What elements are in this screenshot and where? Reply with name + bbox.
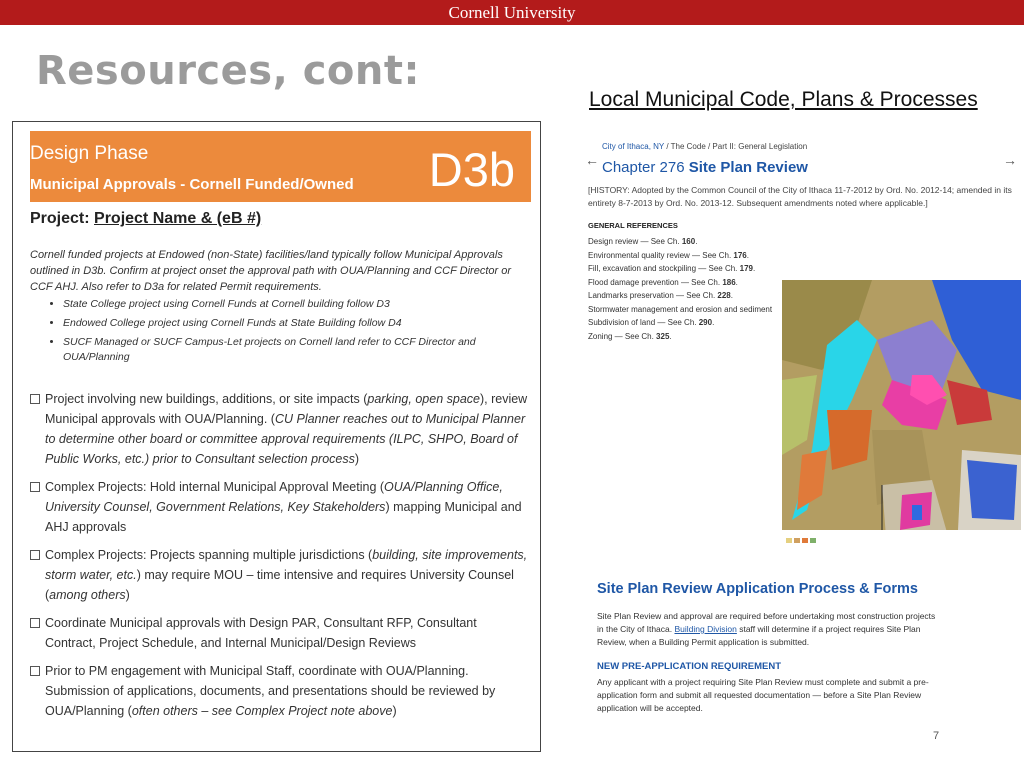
checklist-text: Complex Projects: Hold internal Municipal Approval Meeting (	[45, 480, 385, 494]
intro-paragraph: Cornell funded projects at Endowed (non-State) facilities/land typically follow Municipal Approvals outlined in D3b. Confirm at project onset the approval path with OUA/Planning and CCF Director or CCF AHJ. Also refer to D3a for related Permit requirements.	[30, 249, 511, 293]
bullet-list	[47, 297, 533, 369]
breadcrumb-rest: / The Code / Part II: General Legislation	[664, 142, 808, 151]
checklist-text: Project involving new buildings, additions, or site impacts (	[45, 392, 368, 406]
reference-text: Landmarks preservation — See Ch.	[588, 291, 718, 300]
reference-chapter[interactable]: 176	[733, 250, 747, 260]
reference-item: Environmental quality review — See Ch. 176.	[588, 250, 749, 260]
checklist-text: ), review Municipal approvals with OUA/Planning. (	[45, 392, 528, 426]
checkbox-icon[interactable]	[30, 482, 40, 492]
d3b-banner	[30, 131, 531, 202]
site-plan-review-title: Site Plan Review Application Process & Forms	[597, 581, 918, 597]
pre-application-text: Any applicant with a project requiring Site Plan Review must complete and submit a pre-application form and submit all requested documentation — before a Site Plan Review application will be accepted.	[597, 677, 929, 713]
site-plan-review-section	[597, 580, 942, 715]
reference-item: Flood damage prevention — See Ch. 186.	[588, 277, 738, 287]
project-name: Project Name & (eB #)	[94, 210, 262, 227]
banner-subtitle: Municipal Approvals - Cornell Funded/Owned	[30, 176, 354, 193]
checklist-text: )	[125, 588, 130, 602]
slide-title: Resources, cont:	[36, 48, 420, 94]
checklist-text: OUA/Planning Office, University Counsel, Government Relations, Key Stakeholders	[45, 480, 503, 514]
reference-item: Subdivision of land — See Ch. 290.	[588, 318, 715, 327]
checklist-item	[30, 613, 530, 653]
reference-text: Subdivision of land — See Ch.	[588, 318, 699, 327]
right-panel-title[interactable]: Local Municipal Code, Plans & Processes	[589, 88, 978, 111]
checklist-text: Prior to PM engagement with Municipal Staff, coordinate with OUA/Planning. Submission of applications, documents, and presentations should be reviewed by OUA/Planning (	[45, 664, 496, 718]
checkbox-icon[interactable]	[30, 666, 40, 676]
reference-chapter[interactable]: 160	[681, 237, 696, 246]
reference-chapter[interactable]: 290	[698, 318, 713, 327]
reference-chapter[interactable]: 228	[717, 291, 731, 300]
reference-chapter[interactable]: 325	[656, 331, 670, 341]
reference-item: Zoning — See Ch. 325.	[588, 331, 672, 341]
breadcrumb	[602, 142, 807, 151]
history-text: [HISTORY: Adopted by the Common Council of the City of Ithaca 11-7-2012 by Ord. No. 2012-14; amended in its entirety 8-7-2013 by Ord. No. 2013-12. Subsequent amendments noted where applicable.]	[588, 185, 1012, 208]
checklist-text: ) may require MOU – time intensive and requires University Counsel (	[45, 568, 514, 602]
bullet-item: • Endowed College project using Cornell Funds at State Building follow D4	[63, 316, 533, 331]
spr-text-after: staff will determine if a project requires Site Plan Review, when a Building Permit application is submitted.	[597, 624, 921, 647]
references-list	[588, 235, 772, 343]
checklist	[30, 389, 530, 729]
checkbox-icon[interactable]	[30, 618, 40, 628]
checklist-item	[30, 477, 530, 537]
reference-item: Design review — See Ch. 160.	[588, 237, 698, 246]
top-bar	[0, 0, 1024, 25]
zoning-map-graphic	[782, 280, 1021, 550]
reference-text: Stormwater management and erosion and sediment	[588, 304, 773, 314]
project-line	[30, 210, 261, 228]
checkbox-icon[interactable]	[30, 550, 40, 560]
checklist-text: ) mapping Municipal and AHJ approvals	[45, 500, 522, 534]
reference-item	[588, 303, 772, 317]
checklist-text: )	[392, 704, 397, 718]
reference-chapter[interactable]: 186	[722, 277, 736, 287]
university-name: Cornell University	[448, 3, 576, 22]
reference-text: Fill, excavation and stockpiling — See Ch.	[588, 264, 740, 273]
site-plan-review-text	[597, 610, 942, 649]
page-number: 7	[933, 730, 940, 742]
spr-text-before: Site Plan Review and approval are required before undertaking most construction projects in the City of Ithaca.	[597, 611, 936, 634]
checklist-text: )	[354, 452, 360, 466]
reference-item: Landmarks preservation — See Ch. 228.	[588, 291, 733, 300]
reference-text: Zoning — See Ch.	[588, 331, 657, 341]
reference-text: Design review — See Ch.	[588, 237, 682, 246]
breadcrumb-link[interactable]: City of Ithaca, NY	[602, 142, 665, 151]
bullet-item: • State College project using Cornell Funds at Cornell building follow D3	[63, 297, 533, 312]
reference-text: Flood damage prevention — See Ch.	[588, 277, 723, 287]
checklist-text: parking, open space	[367, 392, 480, 406]
checklist-item	[30, 389, 530, 469]
checklist-text: Coordinate Municipal approvals with Design PAR, Consultant RFP, Consultant Contract, Project Schedule, and Internal Municipal/Design Reviews	[45, 616, 477, 650]
banner-phase: Design Phase	[30, 143, 149, 164]
arrow-right-icon[interactable]: →	[1003, 152, 1017, 168]
checklist-text: often others – see Complex Project note above	[131, 704, 393, 718]
banner-code: D3b	[428, 143, 515, 196]
chapter-name: Site Plan Review	[688, 159, 808, 176]
design-phase-document	[12, 121, 541, 752]
building-division-link[interactable]: Building Division	[674, 624, 737, 634]
zoning-map	[782, 280, 1021, 550]
arrow-left-icon[interactable]: ←	[585, 152, 599, 168]
checklist-text: Complex Projects: Projects spanning multiple jurisdictions (	[45, 548, 373, 562]
checklist-item	[30, 545, 530, 605]
bullet-item: • SUCF Managed or SUCF Campus-Let projects on Cornell land refer to CCF Director and OUA/Planning	[63, 335, 533, 365]
pre-application-heading: NEW PRE-APPLICATION REQUIREMENT	[597, 661, 782, 672]
general-references-title: GENERAL REFERENCES	[588, 221, 678, 230]
project-label: Project:	[30, 210, 95, 227]
chapter-prefix: Chapter 276	[602, 159, 689, 176]
checklist-item	[30, 661, 530, 721]
reference-text: Environmental quality review — See Ch.	[588, 250, 734, 260]
municipal-code-page	[585, 140, 1021, 560]
reference-item: Fill, excavation and stockpiling — See Ch. 179.	[588, 264, 756, 273]
checklist-text: building, site improvements, storm water, etc.	[45, 548, 528, 582]
chapter-title	[602, 159, 808, 176]
checkbox-icon[interactable]	[30, 394, 40, 404]
checklist-text: CU Planner reaches out to Municipal Planner to determine other board or committee approval requirements (ILPC, SHPO, Board of Public Works, etc.) prior to Consultant selection process	[45, 412, 526, 466]
reference-chapter[interactable]: 179	[739, 264, 753, 273]
checklist-text: among others	[49, 588, 126, 602]
